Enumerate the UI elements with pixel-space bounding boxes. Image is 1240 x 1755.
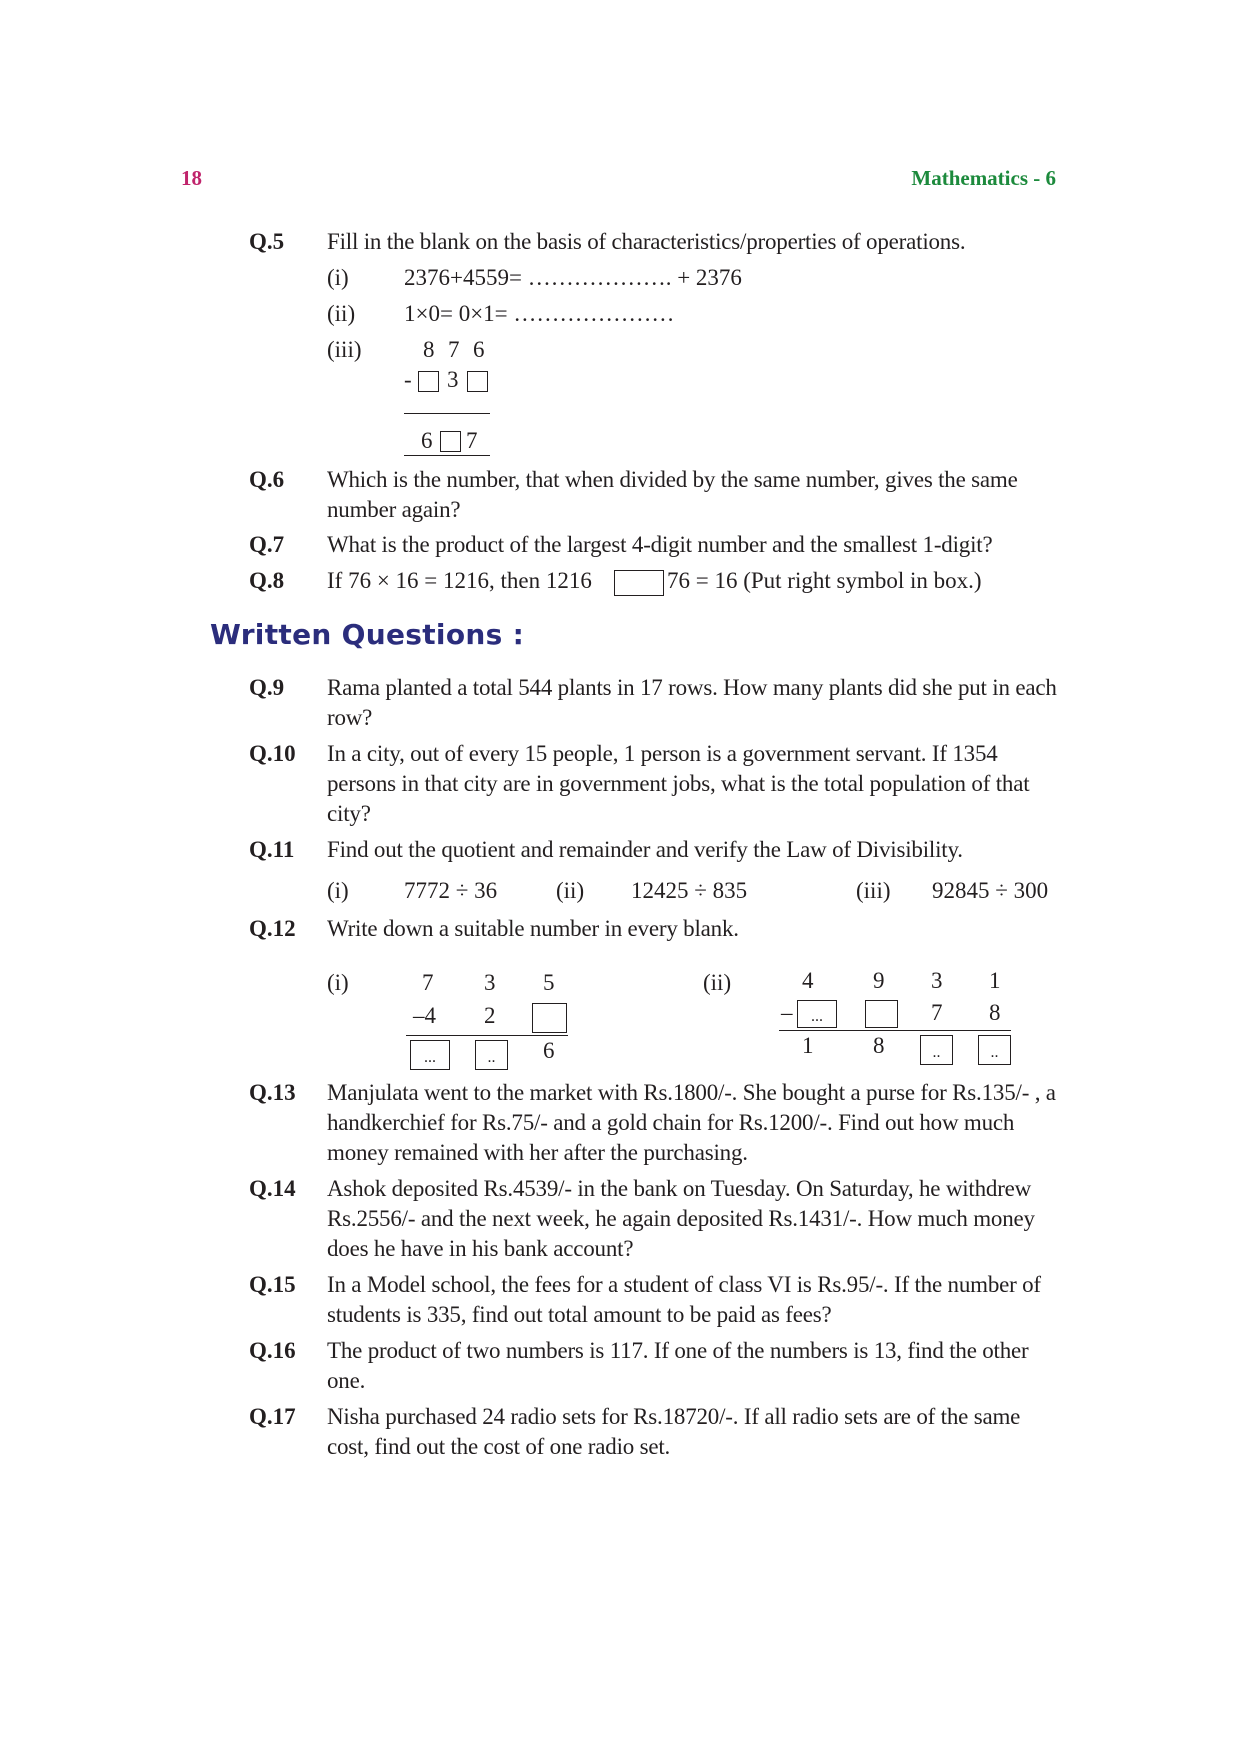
digit: –4: [413, 1003, 436, 1028]
item-text: 92845 ÷ 300: [932, 878, 1049, 903]
digit: 2: [484, 1003, 496, 1028]
question-text: Which is the number, that when divided by the same number, gives the same number again?: [327, 467, 1018, 522]
item-text: 1×0= 0×1= …………………: [404, 301, 675, 326]
rule-line: [404, 413, 490, 414]
minus-sign: –: [781, 1000, 793, 1025]
minus-sign: -: [404, 367, 412, 392]
question-number: Q.16: [249, 1338, 296, 1363]
symbol-box[interactable]: [614, 570, 664, 596]
blank-box[interactable]: [418, 371, 439, 392]
digit: 4: [802, 968, 814, 993]
question-text: In a Model school, the fees for a student of class VI is Rs.95/-. If the number of students is 335, find out total amount to be paid as fees?: [327, 1272, 1041, 1327]
question-number: Q.8: [249, 568, 285, 593]
digit: 3: [484, 970, 496, 995]
question-number: Q.5: [249, 229, 285, 254]
question-text: Rama planted a total 544 plants in 17 rows. How many plants did she put in each row?: [327, 675, 1057, 730]
blank-box[interactable]: ...: [797, 1000, 837, 1028]
item-label: (i): [327, 970, 349, 995]
digit: 6: [421, 428, 433, 453]
question-number: Q.9: [249, 675, 285, 700]
item-text: 7772 ÷ 36: [404, 878, 498, 903]
question-number: Q.11: [249, 837, 295, 862]
digit: 8: [989, 1000, 1001, 1025]
question-text: The product of two numbers is 117. If one of the numbers is 13, find the other one.: [327, 1338, 1029, 1393]
digit: 7: [448, 337, 460, 362]
digit: 6: [473, 337, 485, 362]
question-text: Write down a suitable number in every blank.: [327, 916, 739, 941]
digit: 7: [931, 1000, 943, 1025]
blank-box[interactable]: [467, 371, 488, 392]
question-text: If 76 × 16 = 1216, then 1216: [327, 568, 592, 593]
question-text: Fill in the blank on the basis of characteristics/properties of operations.: [327, 229, 966, 254]
blank-box[interactable]: [532, 1003, 567, 1033]
question-text: Ashok deposited Rs.4539/- in the bank on Tuesday. On Saturday, he withdrew Rs.2556/- and the next week, he again deposited Rs.1431/-. How much money does he have in his bank account?: [327, 1176, 1035, 1261]
question-number: Q.15: [249, 1272, 296, 1297]
page-number: 18: [181, 166, 202, 190]
item-label: (ii): [327, 301, 356, 326]
running-head: Mathematics - 6: [911, 166, 1056, 190]
question-number: Q.13: [249, 1080, 296, 1105]
digit: 6: [543, 1038, 555, 1063]
item-text: 12425 ÷ 835: [631, 878, 748, 903]
blank-box[interactable]: ..: [978, 1035, 1011, 1065]
item-label: (i): [327, 265, 349, 290]
item-text: 2376+4559= ………………. + 2376: [404, 265, 742, 290]
item-label: (ii): [556, 878, 585, 903]
question-number: Q.12: [249, 916, 296, 941]
digit: 3: [447, 367, 459, 392]
question-number: Q.14: [249, 1176, 296, 1201]
question-number: Q.10: [249, 741, 296, 766]
question-text: What is the product of the largest 4-digit number and the smallest 1-digit?: [327, 532, 993, 557]
question-number: Q.17: [249, 1404, 296, 1429]
question-text: Find out the quotient and remainder and verify the Law of Divisibility.: [327, 837, 963, 862]
rule-line: [404, 455, 490, 456]
section-heading: Written Questions :: [210, 618, 525, 651]
question-number: Q.6: [249, 467, 285, 492]
item-label: (i): [327, 878, 349, 903]
question-text: In a city, out of every 15 people, 1 person is a government servant. If 1354 persons in that city are in government jobs, what is the total population of that city?: [327, 741, 1030, 826]
rule-line: [779, 1030, 1011, 1031]
blank-box[interactable]: ..: [920, 1035, 953, 1065]
blank-box[interactable]: [440, 431, 461, 452]
digit: 1: [989, 968, 1001, 993]
question-text: 76 = 16 (Put right symbol in box.): [667, 568, 982, 593]
item-label: (iii): [856, 878, 891, 903]
blank-box[interactable]: ...: [410, 1040, 450, 1070]
digit: 7: [466, 428, 478, 453]
blank-box[interactable]: ..: [475, 1040, 508, 1070]
digit: 8: [873, 1033, 885, 1058]
item-label: (iii): [327, 337, 362, 362]
digit: 3: [931, 968, 943, 993]
digit: 9: [873, 968, 885, 993]
question-number: Q.7: [249, 532, 285, 557]
digit: 7: [422, 970, 434, 995]
digit: 1: [802, 1033, 814, 1058]
question-text: Manjulata went to the market with Rs.1800/-. She bought a purse for Rs.135/- , a handkerchief for Rs.75/- and a gold chain for Rs.1200/-. Find out how much money remained with her after the purchasing.: [327, 1080, 1056, 1165]
blank-box[interactable]: [865, 1000, 898, 1028]
question-text: Nisha purchased 24 radio sets for Rs.18720/-. If all radio sets are of the same cost, find out the cost of one radio set.: [327, 1404, 1021, 1459]
item-label: (ii): [703, 970, 732, 995]
digit: 8: [423, 337, 435, 362]
digit: 5: [543, 970, 555, 995]
